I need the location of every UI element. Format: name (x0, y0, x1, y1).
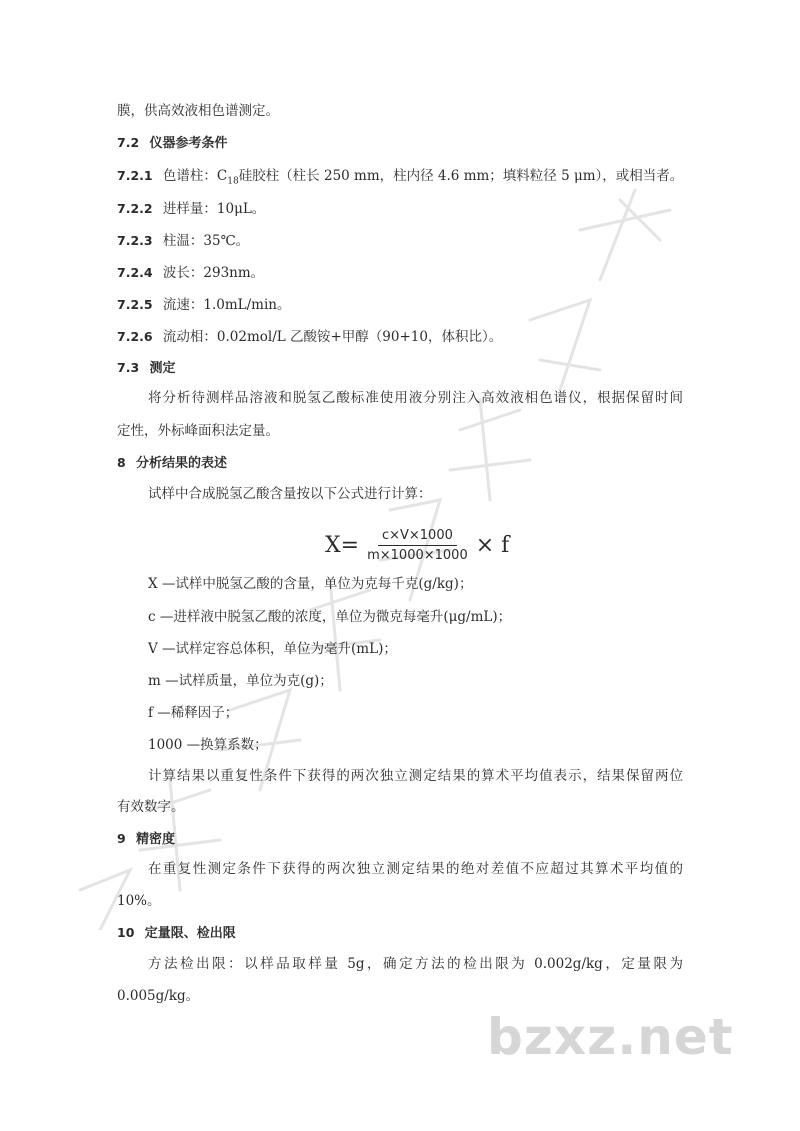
paragraph-line: 方法检出限：以样品取样量 5g，确定方法的检出限为 0.002g/kg，定量限为 (148, 956, 683, 972)
item-number: 7.2.3 (117, 233, 153, 248)
definition-line: m —试样质量，单位为克(g)； (148, 673, 333, 689)
paragraph-line: 试样中合成脱氢乙酸含量按以下公式进行计算： (148, 486, 432, 502)
item-number: 7.2.5 (117, 297, 153, 312)
item-7-2-2 (117, 199, 265, 219)
item-7-2-1 (117, 166, 683, 192)
item-7-2-5 (117, 295, 291, 315)
site-watermark: bzxz.net (487, 1008, 734, 1066)
formula (325, 520, 509, 570)
formula-rhs: × f (475, 532, 510, 558)
paragraph-line: 10%。 (117, 893, 161, 909)
paragraph-line: 将分析待测样品溶液和脱氢乙酸标准使用液分别注入高效液相色谱仪，根据保留时间 (148, 390, 683, 406)
formula-numerator: c×V×1000 (378, 528, 457, 546)
definition-line: V —试样定容总体积，单位为毫升(mL)； (148, 641, 397, 657)
paragraph-line: 计算结果以重复性条件下获得的两次独立测定结果的算术平均值表示，结果保留两位 (148, 768, 683, 784)
section-heading-7-3 (117, 358, 175, 379)
item-text-a: 色谱柱：C (162, 168, 228, 184)
item-text-b: 硅胶柱（柱长 250 mm，柱内径 4.6 mm；填料粒径 5 μm），或相当者。 (238, 168, 684, 184)
formula-lhs: X= (325, 532, 360, 558)
paragraph-line: 膜，供高效液相色谱测定。 (117, 103, 279, 119)
section-title: 精密度 (136, 832, 176, 847)
item-text: 波长：293nm。 (162, 265, 265, 281)
formula-denominator: m×1000×1000 (367, 547, 468, 563)
item-7-2-3 (117, 231, 249, 251)
section-number: 7.2 (117, 135, 140, 150)
section-heading-8 (117, 453, 227, 474)
item-text: 进样量：10μL。 (162, 201, 266, 217)
section-title: 定量限、检出限 (144, 926, 236, 941)
item-text: 流速：1.0mL/min。 (162, 297, 291, 313)
section-number: 8 (117, 455, 126, 470)
item-number: 7.2.1 (117, 168, 153, 183)
section-title: 测定 (149, 361, 176, 376)
paragraph-line: 0.005g/kg。 (117, 988, 200, 1004)
paragraph-line: 有效数字。 (117, 799, 185, 815)
section-title: 仪器参考条件 (149, 136, 228, 151)
item-number: 7.2.6 (117, 329, 153, 344)
item-text: 流动相：0.02mol/L 乙酸铵+甲醇（90+10，体积比）。 (162, 329, 503, 345)
section-number: 7.3 (117, 360, 140, 375)
definition-line: c —进样液中脱氢乙酸的浓度，单位为微克每毫升(μg/mL)； (148, 609, 512, 625)
item-number: 7.2.4 (117, 265, 153, 280)
paragraph-line: 在重复性测定条件下获得的两次独立测定结果的绝对差值不应超过其算术平均值的 (148, 861, 683, 877)
subscript: 18 (227, 176, 239, 187)
item-7-2-4 (117, 263, 264, 283)
section-heading-10 (117, 923, 236, 944)
item-7-2-6 (117, 327, 502, 347)
paragraph-line: 定性，外标峰面积法定量。 (117, 423, 279, 439)
section-heading-7-2 (117, 133, 227, 154)
definition-line: f —稀释因子； (148, 705, 239, 721)
item-text: 柱温：35℃。 (162, 233, 250, 249)
item-number: 7.2.2 (117, 201, 153, 216)
section-heading-9 (117, 829, 175, 850)
section-number: 9 (117, 831, 126, 846)
section-title: 分析结果的表述 (136, 456, 228, 471)
definition-line: 1000 —换算系数； (148, 737, 268, 753)
section-number: 10 (117, 925, 135, 940)
definition-line: X —试样中脱氢乙酸的含量，单位为克每千克(g/kg)； (148, 576, 473, 592)
formula-fraction (363, 528, 472, 563)
